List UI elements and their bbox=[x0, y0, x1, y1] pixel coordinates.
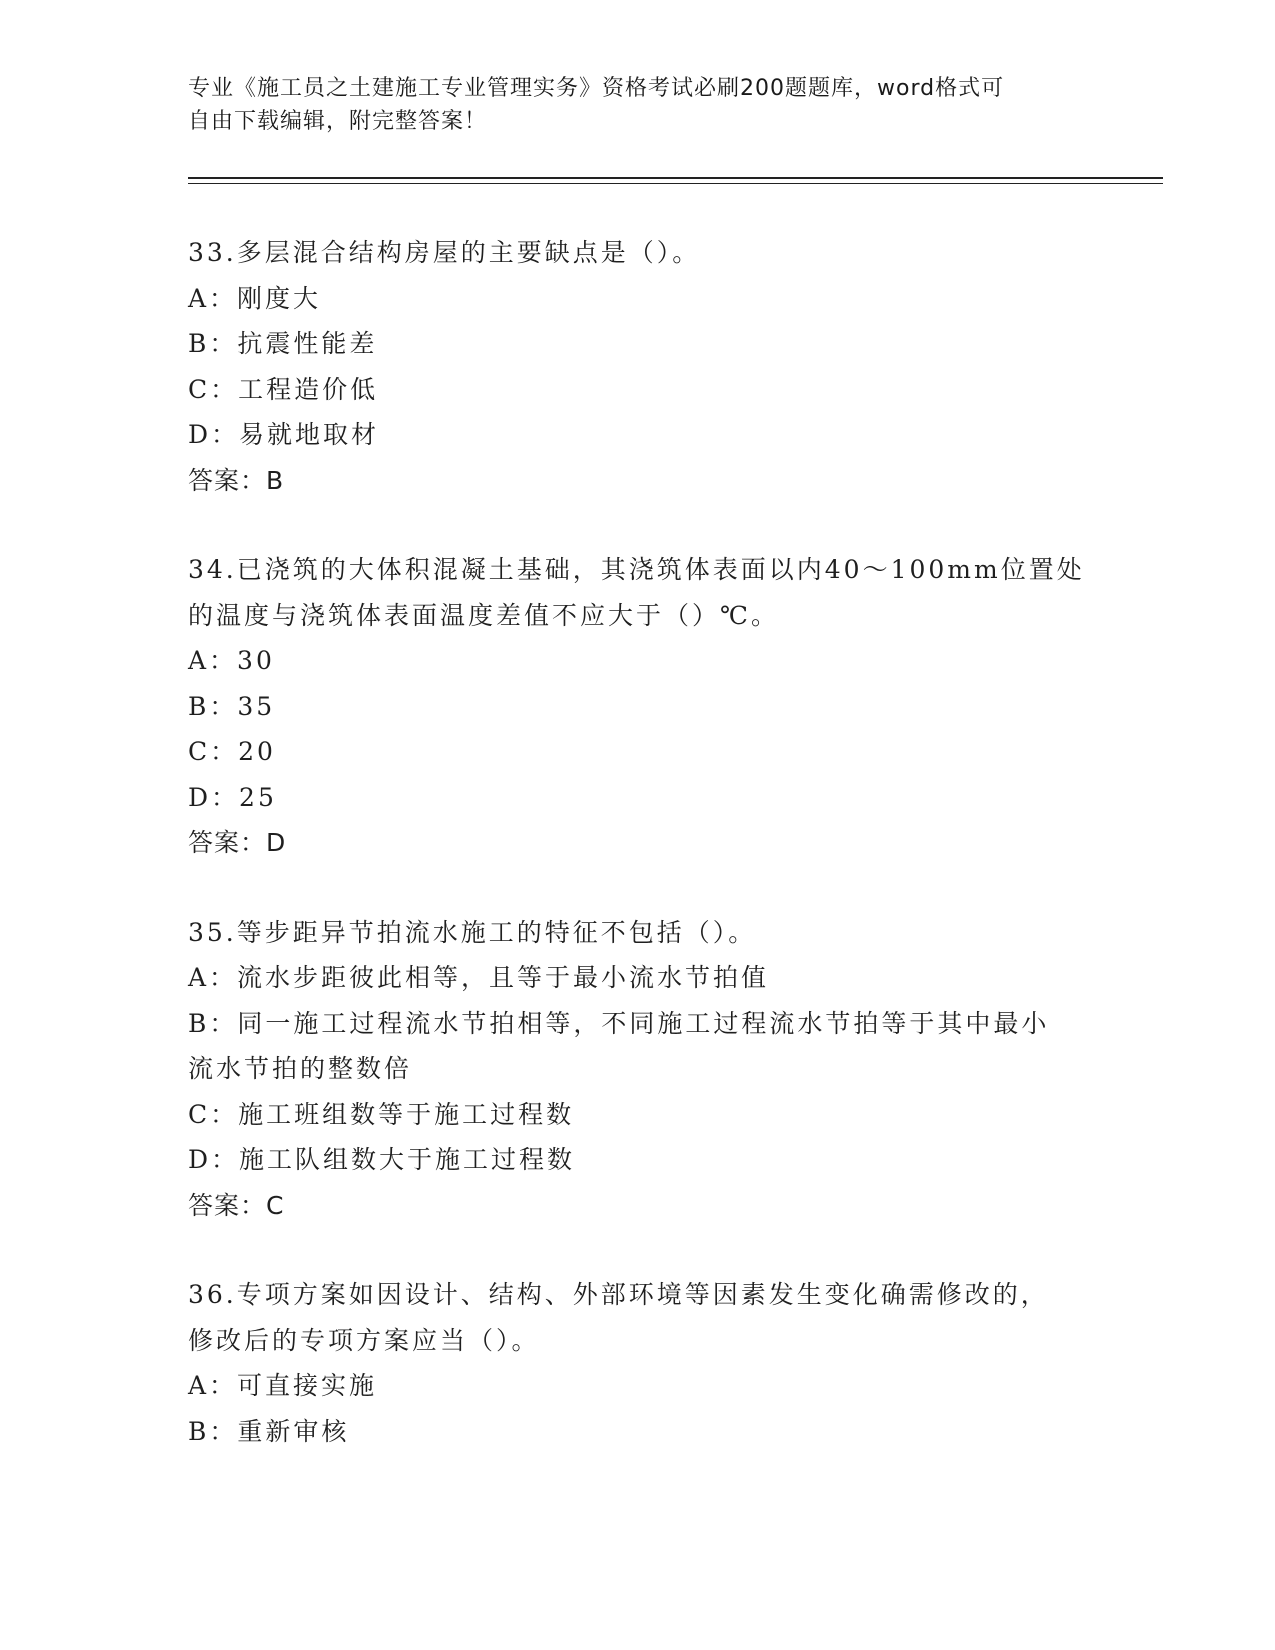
question-stem: 修改后的专项方案应当（）。 bbox=[188, 1325, 540, 1355]
question-stem: 35.等步距异节拍流水施工的特征不包括（）。 bbox=[188, 917, 757, 947]
header-divider-thin bbox=[188, 183, 1163, 184]
answer-option: A：30 bbox=[188, 646, 275, 675]
question-block bbox=[188, 230, 1088, 503]
answer-option: A：流水步距彼此相等，且等于最小流水节拍值 bbox=[188, 963, 770, 992]
question-stem: 的温度与浇筑体表面温度差值不应大于（）℃。 bbox=[188, 600, 779, 630]
answer-key: 答案：C bbox=[188, 1190, 285, 1220]
question-list bbox=[188, 230, 1088, 1498]
answer-option: C：20 bbox=[188, 737, 276, 766]
question-stem: 33.多层混合结构房屋的主要缺点是（）。 bbox=[188, 238, 701, 267]
answer-option: A：可直接实施 bbox=[188, 1371, 378, 1400]
document-header bbox=[188, 72, 1068, 138]
answer-key: 答案：D bbox=[188, 828, 287, 857]
answer-option: C：工程造价低 bbox=[188, 374, 379, 404]
question-block bbox=[188, 910, 1088, 1229]
answer-option: B：同一施工过程流水节拍相等，不同施工过程流水节拍等于其中最小 bbox=[188, 1008, 1050, 1038]
answer-option: B：35 bbox=[188, 691, 276, 721]
answer-option: D：施工队组数大于施工过程数 bbox=[188, 1145, 576, 1174]
header-line-1: 专业《施工员之土建施工专业管理实务》资格考试必刷200题题库，word格式可 bbox=[188, 76, 1005, 101]
question-stem: 34.已浇筑的大体积混凝土基础，其浇筑体表面以内40～100mm位置处 bbox=[188, 555, 1085, 584]
question-stem: 36.专项方案如因设计、结构、外部环境等因素发生变化确需修改的， bbox=[188, 1280, 1049, 1309]
answer-option: B：抗震性能差 bbox=[188, 329, 378, 358]
answer-option: D：易就地取材 bbox=[188, 420, 380, 449]
question-block bbox=[188, 1272, 1088, 1454]
answer-option: 流水节拍的整数倍 bbox=[188, 1054, 413, 1083]
header-divider-thick bbox=[188, 177, 1163, 179]
answer-option: B：重新审核 bbox=[188, 1416, 350, 1446]
header-line-2: 自由下载编辑，附完整答案！ bbox=[188, 109, 488, 134]
answer-option: C：施工班组数等于施工过程数 bbox=[188, 1099, 575, 1129]
question-block bbox=[188, 547, 1088, 866]
answer-key: 答案：B bbox=[188, 465, 285, 495]
answer-option: A：刚度大 bbox=[188, 283, 322, 313]
answer-option: D：25 bbox=[188, 782, 277, 812]
